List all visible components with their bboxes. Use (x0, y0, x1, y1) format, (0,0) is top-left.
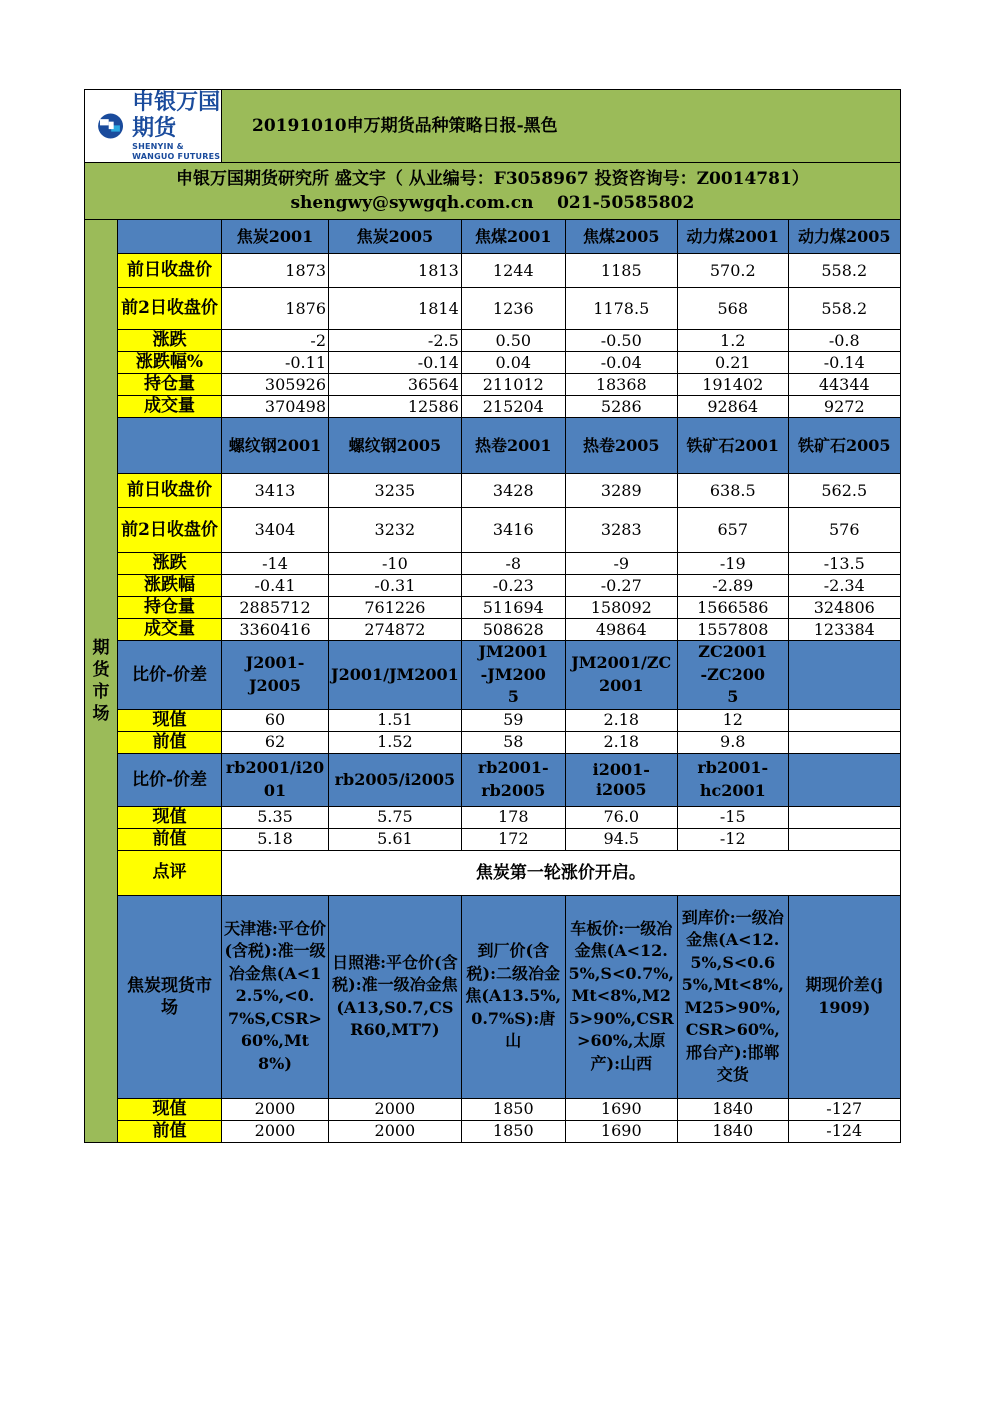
spread-header: rb2001-hc2001 (677, 753, 788, 806)
table-cell: -0.04 (565, 352, 677, 374)
table-cell: 0.04 (461, 352, 565, 374)
table-cell: 761226 (329, 597, 462, 619)
spot-market-label: 焦炭现货市场 (118, 895, 222, 1098)
table-cell: 1814 (329, 288, 462, 330)
table-cell: 324806 (788, 597, 900, 619)
company-logo (85, 90, 221, 161)
column-header: 螺纹钢2001 (222, 418, 329, 474)
table-cell: 58 (461, 731, 565, 753)
spread-header: i2001-i2005 (565, 753, 677, 806)
table-cell: -2.89 (677, 575, 788, 597)
table-cell: 2885712 (222, 597, 329, 619)
row-label: 成交量 (118, 396, 222, 418)
row-label: 前值 (118, 828, 222, 850)
row-label: 现值 (118, 709, 222, 731)
table-cell: 2000 (329, 1098, 462, 1120)
table-cell: 305926 (222, 374, 329, 396)
table-cell: -14 (222, 553, 329, 575)
row-label: 涨跌幅 (118, 575, 222, 597)
logo-cn-text: 申银万国期货 (132, 90, 221, 141)
table-cell: 1850 (461, 1120, 565, 1142)
spread-header: JM2001-JM2005 (461, 641, 565, 710)
table-cell (788, 709, 900, 731)
spread-header: ZC2001-ZC2005 (677, 641, 788, 710)
row-label: 涨跌 (118, 330, 222, 352)
table-cell: 570.2 (677, 254, 788, 288)
table-cell: 9272 (788, 396, 900, 418)
table-cell: -0.14 (329, 352, 462, 374)
column-header: 动力煤2001 (677, 220, 788, 254)
row-label: 涨跌 (118, 553, 222, 575)
spread-header: rb2001-rb2005 (461, 753, 565, 806)
spread-header: J2001-J2005 (222, 641, 329, 710)
table-cell: 191402 (677, 374, 788, 396)
table-cell: 2000 (329, 1120, 462, 1142)
table-cell: 1813 (329, 254, 462, 288)
table-cell: 1690 (565, 1098, 677, 1120)
table-cell: 1566586 (677, 597, 788, 619)
table-cell: 215204 (461, 396, 565, 418)
table-cell: 3428 (461, 474, 565, 508)
comment-label: 点评 (118, 850, 222, 895)
spread-header (788, 641, 900, 710)
row-label: 前日收盘价 (118, 474, 222, 508)
table-cell: 76.0 (565, 806, 677, 828)
row-label: 前日收盘价 (118, 254, 222, 288)
section-char: 市 (92, 681, 110, 702)
table-cell: 2000 (222, 1120, 329, 1142)
table-cell: 1873 (222, 254, 329, 288)
table-cell: 2.18 (565, 731, 677, 753)
table-cell: 3289 (565, 474, 677, 508)
table-cell: 3416 (461, 508, 565, 553)
table-cell: 1840 (677, 1098, 788, 1120)
row-label: 成交量 (118, 619, 222, 641)
column-header: 焦炭2005 (329, 220, 462, 254)
column-header: 焦煤2005 (565, 220, 677, 254)
table-cell: 2000 (222, 1098, 329, 1120)
table-cell: -127 (788, 1098, 900, 1120)
row-label: 前2日收盘价 (118, 288, 222, 330)
table-cell: 558.2 (788, 288, 900, 330)
spread-header: JM2001/ZC2001 (565, 641, 677, 710)
column-header: 铁矿石2001 (677, 418, 788, 474)
column-header: 热卷2001 (461, 418, 565, 474)
row-label: 前值 (118, 731, 222, 753)
column-header: 焦煤2001 (461, 220, 565, 254)
table-cell: 1690 (565, 1120, 677, 1142)
row-label: 涨跌幅% (118, 352, 222, 374)
spot-header: 日照港:平仓价(含税):准一级冶金焦(A13,S0.7,CSR60,MT7) (329, 895, 462, 1098)
table-cell: 1557808 (677, 619, 788, 641)
row-label: 持仓量 (118, 597, 222, 619)
table-cell: -124 (788, 1120, 900, 1142)
table-cell: -0.50 (565, 330, 677, 352)
section-char: 场 (92, 703, 110, 724)
table-cell: 1236 (461, 288, 565, 330)
logo-mark-icon (95, 104, 126, 148)
spread-header: rb2005/i2005 (329, 753, 462, 806)
table-cell: 1876 (222, 288, 329, 330)
table-cell: 92864 (677, 396, 788, 418)
table-cell: 274872 (329, 619, 462, 641)
table-cell: 0.21 (677, 352, 788, 374)
table-cell: 18368 (565, 374, 677, 396)
spread-label: 比价-价差 (118, 641, 222, 710)
table-cell: 2.18 (565, 709, 677, 731)
table-cell: -10 (329, 553, 462, 575)
table-cell: 657 (677, 508, 788, 553)
table-cell: -2.34 (788, 575, 900, 597)
table-cell: 3232 (329, 508, 462, 553)
table-cell: 3413 (222, 474, 329, 508)
table-cell: 1840 (677, 1120, 788, 1142)
table-cell: 5.75 (329, 806, 462, 828)
section-futures-market (85, 220, 118, 1143)
table-cell: 3360416 (222, 619, 329, 641)
table-cell: -0.14 (788, 352, 900, 374)
table-cell: -12 (677, 828, 788, 850)
table-cell: -19 (677, 553, 788, 575)
spread-header (788, 753, 900, 806)
table-cell: 9.8 (677, 731, 788, 753)
table-cell: -2 (222, 330, 329, 352)
table-cell: 1178.5 (565, 288, 677, 330)
table-cell: 1244 (461, 254, 565, 288)
column-header: 螺纹钢2005 (329, 418, 462, 474)
logo-cell (85, 90, 222, 163)
table-cell: 60 (222, 709, 329, 731)
table-cell: 1.51 (329, 709, 462, 731)
table-cell: 1185 (565, 254, 677, 288)
table-cell: 508628 (461, 619, 565, 641)
table-cell: 562.5 (788, 474, 900, 508)
table-cell: 59 (461, 709, 565, 731)
table-cell: 172 (461, 828, 565, 850)
author-line: 申银万国期货研究所 盛文宇（ 从业编号：F3058967 投资咨询号：Z0014781） (175, 169, 809, 189)
contact-line: shengwy@sywgqh.com.cn 021-50585802 (290, 193, 695, 213)
report-title: 20191010申万期货品种策略日报-黑色 (222, 90, 901, 163)
table-cell: -15 (677, 806, 788, 828)
row-label: 前值 (118, 1120, 222, 1142)
column-header: 铁矿石2005 (788, 418, 900, 474)
report-table (84, 89, 901, 1143)
table-cell: 36564 (329, 374, 462, 396)
table-cell: 5.35 (222, 806, 329, 828)
table-cell: 211012 (461, 374, 565, 396)
table-cell: 5286 (565, 396, 677, 418)
row-label: 现值 (118, 1098, 222, 1120)
table-cell: -0.31 (329, 575, 462, 597)
table-cell: 576 (788, 508, 900, 553)
table-cell: -0.8 (788, 330, 900, 352)
column-header: 焦炭2001 (222, 220, 329, 254)
header-blank (118, 220, 222, 254)
logo-en-text: SHENYIN & WANGUO FUTURES (132, 142, 221, 161)
table-cell: -0.41 (222, 575, 329, 597)
table-cell: -9 (565, 553, 677, 575)
spot-header: 天津港:平仓价(含税):准一级冶金焦(A<12.5%,<0.7%S,CSR>60%,Mt8%) (222, 895, 329, 1098)
table-cell: 123384 (788, 619, 900, 641)
spread-header: rb2001/i2001 (222, 753, 329, 806)
table-cell: 3283 (565, 508, 677, 553)
table-cell (788, 806, 900, 828)
table-cell: -0.27 (565, 575, 677, 597)
spot-header: 到库价:一级冶金焦(A<12.5%,S<0.65%,Mt<8%,M25>90%,CSR>60%,邢台产):邯郸交货 (677, 895, 788, 1098)
spot-header: 车板价:一级冶金焦(A<12.5%,S<0.7%,Mt<8%,M25>90%,CSR>60%,太原产):山西 (565, 895, 677, 1098)
spread-header: J2001/JM2001 (329, 641, 462, 710)
table-cell (788, 828, 900, 850)
table-cell: 568 (677, 288, 788, 330)
table-cell: 49864 (565, 619, 677, 641)
table-cell: 1850 (461, 1098, 565, 1120)
row-label: 现值 (118, 806, 222, 828)
column-header: 热卷2005 (565, 418, 677, 474)
table-cell (788, 731, 900, 753)
table-cell: 12586 (329, 396, 462, 418)
header-blank (118, 418, 222, 474)
table-cell: 0.50 (461, 330, 565, 352)
table-cell: 511694 (461, 597, 565, 619)
table-cell: 3404 (222, 508, 329, 553)
table-cell: 178 (461, 806, 565, 828)
spot-header: 期现价差(j1909) (788, 895, 900, 1098)
author-info (85, 163, 901, 220)
table-cell: 3235 (329, 474, 462, 508)
table-cell: 5.61 (329, 828, 462, 850)
table-cell: -0.11 (222, 352, 329, 374)
table-cell: 558.2 (788, 254, 900, 288)
table-cell: -8 (461, 553, 565, 575)
table-cell: -2.5 (329, 330, 462, 352)
table-cell: 370498 (222, 396, 329, 418)
strategy-report-sheet (84, 89, 901, 1143)
table-cell: 44344 (788, 374, 900, 396)
table-cell: 5.18 (222, 828, 329, 850)
spot-header: 到厂价(含税):二级冶金焦(A13.5%,0.7%S):唐山 (461, 895, 565, 1098)
comment-text: 焦炭第一轮涨价开启。 (222, 850, 901, 895)
table-cell: 94.5 (565, 828, 677, 850)
row-label: 持仓量 (118, 374, 222, 396)
row-label: 前2日收盘价 (118, 508, 222, 553)
table-cell: 62 (222, 731, 329, 753)
table-cell: -13.5 (788, 553, 900, 575)
table-cell: 638.5 (677, 474, 788, 508)
table-cell: 1.52 (329, 731, 462, 753)
table-cell: 12 (677, 709, 788, 731)
table-cell: 1.2 (677, 330, 788, 352)
table-cell: -0.23 (461, 575, 565, 597)
column-header: 动力煤2005 (788, 220, 900, 254)
table-cell: 158092 (565, 597, 677, 619)
spread-label: 比价-价差 (118, 753, 222, 806)
section-char: 货 (92, 659, 110, 680)
section-char: 期 (92, 637, 110, 658)
